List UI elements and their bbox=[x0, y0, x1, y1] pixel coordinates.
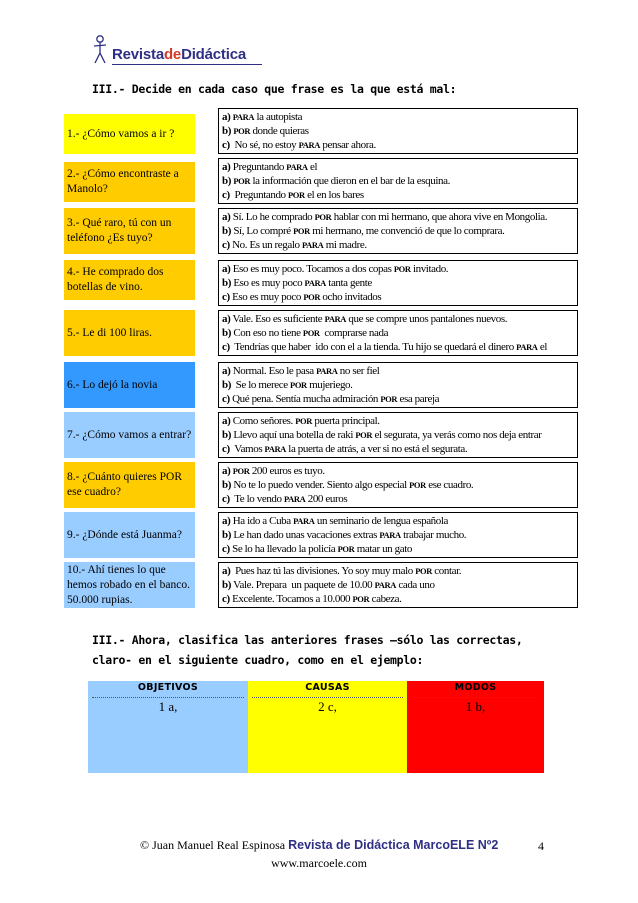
exercise-row bbox=[64, 562, 578, 608]
option-keyword: POR bbox=[314, 212, 332, 222]
option-text: mujeriego. bbox=[306, 379, 353, 391]
option-text: No te lo puedo vender. Siento algo especial bbox=[230, 479, 410, 491]
exercise-row bbox=[64, 208, 578, 254]
option-label: c) bbox=[222, 493, 230, 505]
option-keyword: PARA bbox=[379, 530, 401, 540]
option-line bbox=[222, 138, 574, 152]
option-keyword: POR bbox=[337, 544, 355, 554]
option-text: donde quieras bbox=[250, 125, 309, 137]
option-line bbox=[222, 210, 574, 224]
option-keyword: POR bbox=[293, 226, 310, 236]
column-causas bbox=[248, 681, 407, 773]
option-keyword: PARA bbox=[264, 444, 286, 454]
option-text: Eso es muy poco. Tocamos a dos copas bbox=[230, 263, 394, 275]
exercise-prompt: 8.- ¿Cuánto quieres POR ese cuadro? bbox=[64, 462, 195, 508]
column-example: 2 c, bbox=[318, 699, 337, 714]
option-text: la puerta de atrás, a ver si no está el segurata. bbox=[285, 443, 468, 455]
option-text: matar un gato bbox=[354, 543, 412, 555]
option-label: a) bbox=[222, 365, 231, 377]
column-example: 1 b, bbox=[465, 699, 486, 714]
option-text: cada uno bbox=[396, 579, 435, 591]
option-text: Se lo merece bbox=[230, 379, 291, 391]
footer-author: © Juan Manuel Real Espinosa bbox=[140, 838, 286, 852]
option-keyword: POR bbox=[352, 594, 370, 604]
option-label: b) bbox=[222, 327, 231, 339]
option-line bbox=[222, 442, 574, 456]
option-text: Como señores. bbox=[230, 415, 296, 427]
option-text: mi madre. bbox=[323, 239, 367, 251]
option-keyword: POR bbox=[303, 292, 321, 302]
option-text: Se lo ha llevado la policía bbox=[229, 543, 338, 555]
option-text: Le han dado unas vacaciones extras bbox=[230, 529, 380, 541]
option-line bbox=[222, 414, 574, 428]
option-text: hablar con mi hermano, que ahora vive en Mongolia. bbox=[331, 211, 548, 223]
option-keyword: POR bbox=[415, 566, 432, 576]
option-line bbox=[222, 326, 574, 340]
option-text: Sí. Lo he comprado bbox=[230, 211, 315, 223]
section-2-title: III.- Ahora, clasifica las anteriores frases –sólo las correctas, claro- en el siguiente cuadro, como en el ejemplo: bbox=[92, 633, 523, 667]
footer-url: www.marcoele.com bbox=[271, 856, 367, 870]
option-label: c) bbox=[222, 139, 230, 151]
option-line bbox=[222, 478, 574, 492]
options-box bbox=[218, 108, 578, 154]
option-text: No. Es un regalo bbox=[229, 239, 302, 251]
option-label: b) bbox=[222, 479, 231, 491]
option-label: b) bbox=[222, 529, 231, 541]
exercise-row bbox=[64, 462, 578, 508]
option-text: Ha ido a Cuba bbox=[230, 515, 294, 527]
option-label: a) bbox=[222, 415, 231, 427]
option-label: c) bbox=[222, 291, 230, 303]
option-line bbox=[222, 188, 574, 202]
logo-part-de: de bbox=[163, 46, 182, 63]
footer-brand: Revista de Didáctica MarcoELE Nº2 bbox=[288, 838, 499, 852]
option-text: comprarse nada bbox=[319, 327, 389, 339]
options-box bbox=[218, 512, 578, 558]
options-box bbox=[218, 260, 578, 306]
option-text: Tendrías que haber ido con el a la tienda. Tu hijo se quedará el dinero bbox=[229, 341, 517, 353]
option-label: b) bbox=[222, 225, 231, 237]
option-keyword: POR bbox=[355, 430, 373, 440]
exercise-row bbox=[64, 310, 578, 356]
exercise-prompt: 2.- ¿Cómo encontraste a Manolo? bbox=[64, 162, 195, 202]
option-label: c) bbox=[222, 189, 230, 201]
exercise-prompt: 10.- Ahí tienes lo que hemos robado en el banco. 50.000 rupias. bbox=[64, 562, 195, 608]
footer bbox=[140, 838, 500, 853]
logo-text bbox=[112, 46, 246, 63]
option-keyword: PARA bbox=[324, 314, 347, 324]
exercise-prompt: 5.- Le di 100 liras. bbox=[64, 310, 195, 356]
option-text: ese cuadro. bbox=[425, 479, 474, 491]
option-text: trabajar mucho. bbox=[400, 529, 467, 541]
column-objetivos bbox=[88, 681, 248, 773]
option-text: Eso es muy poco bbox=[229, 291, 304, 303]
exercise-row bbox=[64, 512, 578, 558]
option-keyword: PARA bbox=[316, 366, 338, 376]
option-text: Con eso no tiene bbox=[230, 327, 303, 339]
exercise-prompt: 1.- ¿Cómo vamos a ir ? bbox=[64, 114, 195, 154]
column-header: OBJETIVOS bbox=[137, 682, 199, 693]
section-1-title: III.- Decide en cada caso que frase es la que está mal: bbox=[92, 82, 457, 96]
option-text: 200 euros es tuyo. bbox=[249, 465, 325, 477]
option-keyword: POR bbox=[393, 264, 411, 274]
exercise-row bbox=[64, 108, 578, 154]
option-text: Vamos bbox=[229, 443, 265, 455]
option-keyword: PARA bbox=[298, 140, 321, 150]
option-label: a) bbox=[222, 313, 231, 325]
option-text: el bbox=[537, 341, 548, 353]
option-text: Normal. Eso le pasa bbox=[230, 365, 317, 377]
stick-figure-icon bbox=[92, 34, 112, 68]
option-label: a) bbox=[222, 515, 231, 527]
option-label: c) bbox=[222, 341, 230, 353]
option-text: esa pareja bbox=[397, 393, 440, 405]
options-box bbox=[218, 462, 578, 508]
option-text: 200 euros bbox=[305, 493, 348, 505]
option-label: b) bbox=[222, 579, 231, 591]
option-label: a) bbox=[222, 211, 231, 223]
option-text: ocho invitados bbox=[320, 291, 382, 303]
option-label: c) bbox=[222, 443, 230, 455]
column-modos bbox=[407, 681, 544, 773]
option-line bbox=[222, 312, 574, 326]
option-text: la autopista bbox=[254, 111, 303, 123]
option-keyword: PARA bbox=[301, 240, 324, 250]
option-text: que se compre unos pantalones nuevos. bbox=[346, 313, 508, 325]
logo-underline bbox=[112, 64, 262, 65]
option-text: el bbox=[307, 161, 318, 173]
option-text: Preguntando bbox=[229, 189, 289, 201]
option-text: cabeza. bbox=[369, 593, 402, 605]
option-line bbox=[222, 564, 574, 578]
option-line bbox=[222, 224, 574, 238]
option-label: c) bbox=[222, 393, 230, 405]
exercise-prompt: 3.- Qué raro, tú con un teléfono ¿Es tuyo? bbox=[64, 208, 195, 254]
option-line bbox=[222, 160, 574, 174]
exercise-row bbox=[64, 412, 578, 458]
exercise-prompt: 4.- He comprado dos botellas de vino. bbox=[64, 260, 195, 300]
option-text: el en los bares bbox=[304, 189, 364, 201]
options-box bbox=[218, 158, 578, 204]
option-label: c) bbox=[222, 593, 230, 605]
option-label: a) bbox=[222, 111, 231, 123]
option-keyword: PARA bbox=[374, 580, 396, 590]
logo-part-revista: Revista bbox=[112, 46, 164, 63]
options-box bbox=[218, 208, 578, 254]
option-text: Excelente. Tocamos a 10.000 bbox=[229, 593, 353, 605]
option-line bbox=[222, 592, 574, 606]
option-text: un seminario de lengua española bbox=[314, 515, 449, 527]
option-line bbox=[222, 124, 574, 138]
option-label: b) bbox=[222, 429, 231, 441]
exercise-row bbox=[64, 158, 578, 204]
option-label: a) bbox=[222, 565, 231, 577]
column-example: 1 a, bbox=[158, 699, 178, 714]
option-text: no ser fiel bbox=[337, 365, 380, 377]
column-header: CAUSAS bbox=[305, 682, 350, 693]
option-text: No sé, no estoy bbox=[229, 139, 299, 151]
exercise-prompt: 7.- ¿Cómo vamos a entrar? bbox=[64, 412, 195, 458]
option-keyword: POR bbox=[290, 380, 307, 390]
option-label: c) bbox=[222, 543, 230, 555]
exercise-prompt: 6.- Lo dejó la novia bbox=[64, 362, 195, 408]
option-text: Preguntando bbox=[230, 161, 287, 173]
option-label: a) bbox=[222, 161, 231, 173]
option-line bbox=[222, 578, 574, 592]
options-box bbox=[218, 562, 578, 608]
option-line bbox=[222, 542, 574, 556]
option-keyword: PARA bbox=[286, 162, 308, 172]
option-line bbox=[222, 514, 574, 528]
option-label: a) bbox=[222, 465, 231, 477]
option-keyword: POR bbox=[295, 416, 313, 426]
option-keyword: POR bbox=[288, 190, 305, 200]
option-label: b) bbox=[222, 277, 231, 289]
option-text: Vale. Eso es suficiente bbox=[230, 313, 325, 325]
option-text: puerta principal. bbox=[312, 415, 380, 427]
option-text: la información que dieron en el bar de la esquina. bbox=[250, 175, 450, 187]
option-keyword: POR bbox=[302, 328, 320, 338]
option-text: Te lo vendo bbox=[229, 493, 284, 505]
option-text: Llevo aquí una botella de raki bbox=[230, 429, 356, 441]
option-line bbox=[222, 276, 574, 290]
option-line bbox=[222, 174, 574, 188]
option-text: el segurata, ya verás como nos deja entrar bbox=[372, 429, 542, 441]
option-line bbox=[222, 238, 574, 252]
column-header: MODOS bbox=[454, 682, 497, 693]
option-keyword: PARA bbox=[516, 342, 538, 352]
exercise-row bbox=[64, 362, 578, 408]
option-text: Qué pena. Sentía mucha admiración bbox=[229, 393, 381, 405]
option-keyword: POR bbox=[409, 480, 426, 490]
option-line bbox=[222, 528, 574, 542]
exercise-row bbox=[64, 260, 578, 306]
option-keyword: POR bbox=[232, 466, 250, 476]
option-line bbox=[222, 262, 574, 276]
option-keyword: PARA bbox=[283, 494, 306, 504]
option-line bbox=[222, 492, 574, 506]
option-text: Eso es muy poco bbox=[230, 277, 305, 289]
option-label: b) bbox=[222, 175, 231, 187]
option-label: c) bbox=[222, 239, 230, 251]
option-line bbox=[222, 392, 574, 406]
option-label: b) bbox=[222, 125, 231, 137]
option-keyword: POR bbox=[233, 176, 251, 186]
option-line bbox=[222, 110, 574, 124]
option-text: tanta gente bbox=[325, 277, 372, 289]
option-line bbox=[222, 364, 574, 378]
option-text: pensar ahora. bbox=[320, 139, 376, 151]
option-text: Vale. Prepara un paquete de 10.00 bbox=[230, 579, 375, 591]
option-keyword: PARA bbox=[304, 278, 326, 288]
option-keyword: POR bbox=[380, 394, 398, 404]
option-label: b) bbox=[222, 379, 231, 391]
option-line bbox=[222, 340, 574, 354]
option-text: Sí, Lo compré bbox=[230, 225, 294, 237]
classification-table bbox=[88, 681, 544, 773]
option-keyword: PARA bbox=[232, 112, 255, 122]
page-number: 4 bbox=[538, 839, 544, 853]
exercise-prompt: 9.- ¿Dónde está Juanma? bbox=[64, 512, 195, 558]
option-line bbox=[222, 428, 574, 442]
option-text: contar. bbox=[431, 565, 462, 577]
options-box bbox=[218, 310, 578, 356]
option-text: mi hermano, me convenció de que lo comprara. bbox=[309, 225, 505, 237]
options-box bbox=[218, 412, 578, 458]
option-line bbox=[222, 290, 574, 304]
logo-part-didactica: Didáctica bbox=[181, 46, 246, 63]
option-text: Pues haz tú las divisiones. Yo soy muy malo bbox=[230, 565, 416, 577]
options-box bbox=[218, 362, 578, 408]
option-label: a) bbox=[222, 263, 231, 275]
option-keyword: POR bbox=[233, 126, 251, 136]
option-text: invitado. bbox=[410, 263, 449, 275]
option-keyword: PARA bbox=[293, 516, 315, 526]
option-line bbox=[222, 464, 574, 478]
option-line bbox=[222, 378, 574, 392]
